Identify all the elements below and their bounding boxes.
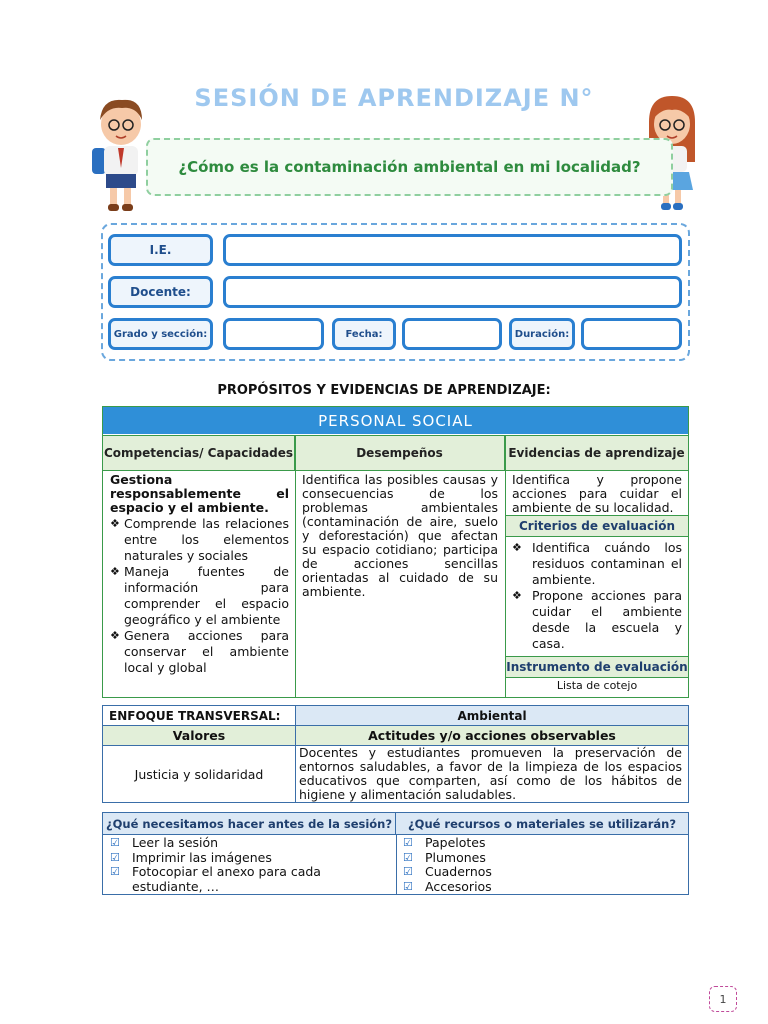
section-title: PROPÓSITOS Y EVIDENCIAS DE APRENDIZAJE: bbox=[217, 383, 551, 398]
preparation-table bbox=[102, 812, 689, 895]
duracion-label: Duración: bbox=[509, 318, 575, 350]
materials-header: ¿Qué recursos o materiales se utilizarán? bbox=[408, 816, 676, 831]
duracion-field[interactable] bbox=[581, 318, 682, 350]
checklist-item: ☑ Fotocopiar el anexo para cada estudiante, … bbox=[110, 865, 390, 894]
checklist-item: ☑ Imprimir las imágenes bbox=[110, 851, 390, 866]
docente-label: Docente: bbox=[108, 276, 213, 308]
before-session-list bbox=[110, 836, 390, 894]
checklist-item: ☑ Plumones bbox=[403, 851, 683, 866]
valor-text: Justicia y solidaridad bbox=[103, 746, 296, 802]
criterios-header: Criterios de evaluación bbox=[506, 515, 688, 537]
grado-label: Grado y sección: bbox=[108, 318, 213, 350]
criterio-item: ❖ Identifica cuándo los residuos contaminan el ambiente. bbox=[512, 540, 682, 588]
enfoque-table bbox=[102, 705, 689, 803]
actitud-text: Docentes y estudiantes promueven la preservación de entornos saludables, a favor de la limpieza de los espacios educativos que comparten, así como de los hábitos de higiene y alimentación saludables. bbox=[299, 745, 682, 802]
grado-field[interactable] bbox=[223, 318, 324, 350]
fecha-label: Fecha: bbox=[332, 318, 396, 350]
col-divider bbox=[396, 835, 397, 894]
desempeno-text: Identifica las posibles causas y consecuencias de los problemas ambientales (contaminación de aire, suelo y deforestación) que afectan su espacio cotidiano; participa de acciones sencillas orientadas al cuidado de su ambiente. bbox=[302, 472, 498, 599]
col-evidencias: Evidencias de aprendizaje bbox=[505, 435, 688, 471]
col-desempenos: Desempeños bbox=[295, 435, 505, 471]
page-number: 1 bbox=[709, 986, 737, 1012]
capacidad-item: ❖ Comprende las relaciones entre los elementos naturales y sociales bbox=[110, 516, 289, 564]
evidencia-text: Identifica y propone acciones para cuidar el ambiente de su localidad. bbox=[512, 472, 682, 515]
page-title: SESIÓN DE APRENDIZAJE N° bbox=[194, 84, 594, 112]
checklist-item: ☑ Leer la sesión bbox=[110, 836, 390, 851]
instrumento-value: Lista de cotejo bbox=[556, 679, 638, 692]
criterios-list bbox=[512, 540, 682, 652]
valores-header: Valores bbox=[103, 726, 296, 745]
competencias-cell bbox=[110, 473, 289, 676]
session-question: ¿Cómo es la contaminación ambiental en mi localidad? bbox=[146, 138, 673, 196]
checklist-item: ☑ Accesorios bbox=[403, 880, 683, 895]
checklist-item: ☑ Papelotes bbox=[403, 836, 683, 851]
checklist-item: ☑ Cuadernos bbox=[403, 865, 683, 880]
col-divider bbox=[295, 435, 296, 697]
purposes-table bbox=[102, 406, 689, 698]
materials-list bbox=[403, 836, 683, 894]
instrumento-header: Instrumento de evaluación bbox=[506, 656, 688, 678]
capacidad-item: ❖ Maneja fuentes de información para comprender el espacio geográfico y el ambiente bbox=[110, 564, 289, 628]
capacidad-item: ❖ Genera acciones para conservar el ambiente local y global bbox=[110, 628, 289, 676]
competencia-text: Gestiona responsablemente el espacio y el ambiente. bbox=[110, 472, 289, 515]
criterio-item: ❖ Propone acciones para cuidar el ambiente desde la escuela y casa. bbox=[512, 588, 682, 652]
docente-field[interactable] bbox=[223, 276, 682, 308]
enfoque-label: ENFOQUE TRANSVERSAL: bbox=[103, 706, 296, 725]
boy-student-illustration bbox=[88, 92, 150, 214]
ie-field[interactable] bbox=[223, 234, 682, 266]
fecha-field[interactable] bbox=[402, 318, 502, 350]
actitudes-header: Actitudes y/o acciones observables bbox=[368, 728, 616, 743]
capacidades-list bbox=[110, 516, 289, 676]
area-header: PERSONAL SOCIAL bbox=[103, 407, 688, 434]
col-competencias: Competencias/ Capacidades bbox=[103, 435, 295, 471]
enfoque-value: Ambiental bbox=[457, 708, 527, 723]
ie-label: I.E. bbox=[108, 234, 213, 266]
before-session-header: ¿Qué necesitamos hacer antes de la sesión? bbox=[103, 813, 396, 834]
